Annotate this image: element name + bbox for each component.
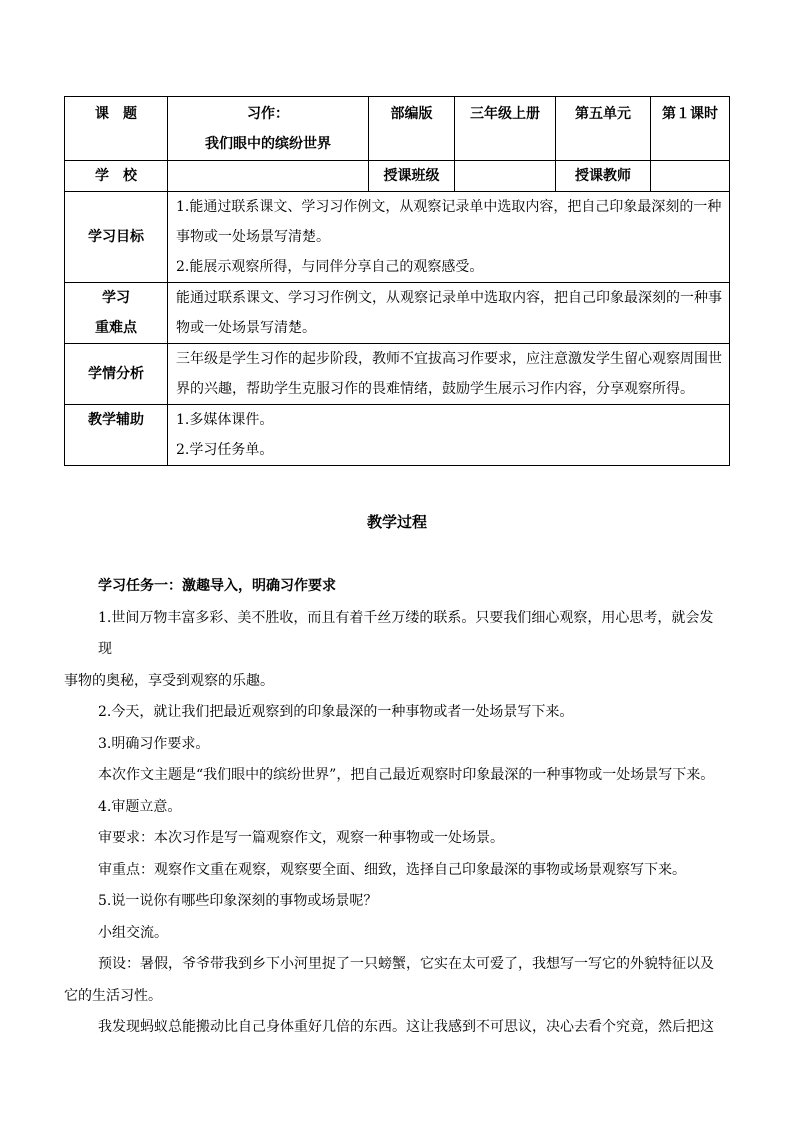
process-line-3: 2.今天，就让我们把最近观察到的印象最深的一种事物或者一处场景写下来。 bbox=[98, 704, 574, 720]
aids-content bbox=[168, 405, 730, 466]
analysis-line-2: 界的兴趣，帮助学生克服习作的畏难情绪，鼓励学生展示习作内容，分享观察所得。 bbox=[176, 381, 694, 397]
lesson-info-table bbox=[64, 96, 730, 466]
key-points-content bbox=[168, 283, 730, 344]
table-row-topic bbox=[65, 97, 730, 161]
topic-title-line2: 我们眼中的缤纷世界 bbox=[205, 136, 331, 152]
school-value bbox=[168, 161, 369, 192]
goals-line-1: 1.能通过联系课文、学习习作例文，从观察记录单中选取内容，把自己印象最深刻的一种 bbox=[176, 199, 722, 215]
goals-line-2: 事物或一处场景写清楚。 bbox=[176, 229, 330, 245]
teacher-label: 授课教师 bbox=[556, 161, 651, 192]
topic-title-line1: 习作： bbox=[247, 106, 289, 122]
table-row-goals bbox=[65, 192, 730, 283]
key-points-line-2: 物或一处场景写清楚。 bbox=[176, 320, 316, 336]
process-line-12: 它的生活习性。 bbox=[64, 987, 162, 1004]
table-row-school bbox=[65, 161, 730, 192]
process-line-5: 本次作文主题是“我们眼中的缤纷世界”，把自己最近观察时印象最深的一种事物或一处场景写下来。 bbox=[98, 767, 715, 783]
key-points-label-line1: 学习 bbox=[102, 290, 130, 306]
process-line-4: 3.明确习作要求。 bbox=[98, 735, 210, 752]
goals-content bbox=[168, 192, 730, 283]
aids-line-2: 2.学习任务单。 bbox=[176, 442, 274, 458]
topic-title bbox=[168, 97, 369, 161]
process-line-1: 1.世间万物丰富多彩、美不胜收，而且有着千丝万缕的联系。只要我们细心观察，用心思考，就会发现 bbox=[98, 609, 714, 657]
analysis-label: 学情分析 bbox=[65, 344, 168, 405]
task-title: 学习任务一：激趣导入，明确习作要求 bbox=[98, 578, 336, 594]
grade-cell: 三年级上册 bbox=[455, 97, 556, 161]
process-line-13: 我发现蚂蚁总能搬动比自己身体重好几倍的东西。这让我感到不可思议，决心去看个究竟，然后把这 bbox=[98, 1019, 714, 1035]
topic-label: 课 题 bbox=[65, 97, 168, 161]
process-line-9: 5.说一说你有哪些印象深刻的事物或场景呢？ bbox=[98, 893, 378, 909]
process-line-10: 小组交流。 bbox=[98, 924, 168, 941]
unit-cell: 第五单元 bbox=[556, 97, 651, 161]
aids-line-1: 1.多媒体课件。 bbox=[176, 412, 274, 428]
process-line-8: 审重点：观察作文重在观察，观察要全面、细致，选择自己印象最深的事物或场景观察写下来。 bbox=[98, 861, 686, 878]
table-row-key-points bbox=[65, 283, 730, 344]
analysis-line-1: 三年级是学生习作的起步阶段，教师不宜拔高习作要求，应注意激发学生留心观察周围世 bbox=[176, 351, 722, 367]
process-content bbox=[64, 571, 726, 1044]
goals-label: 学习目标 bbox=[65, 192, 168, 283]
class-label: 授课班级 bbox=[369, 161, 455, 192]
process-line-6: 4.审题立意。 bbox=[98, 798, 182, 815]
goals-line-3: 2.能展示观察所得，与同伴分享自己的观察感受。 bbox=[176, 259, 484, 275]
key-points-line-1: 能通过联系课文、学习习作例文，从观察记录单中选取内容，把自己印象最深刻的一种事 bbox=[176, 290, 722, 306]
lesson-cell: 第１课时 bbox=[651, 97, 730, 161]
analysis-content bbox=[168, 344, 730, 405]
table-row-aids bbox=[65, 405, 730, 466]
teacher-value bbox=[651, 161, 730, 192]
process-line-11: 预设：暑假，爷爷带我到乡下小河里捉了一只螃蟹，它实在太可爱了，我想写一写它的外貌特征以及 bbox=[98, 956, 714, 972]
edition-cell: 部编版 bbox=[369, 97, 455, 161]
table-row-analysis bbox=[65, 344, 730, 405]
process-title: 教学过程 bbox=[366, 513, 427, 531]
key-points-label-line2: 重难点 bbox=[95, 320, 137, 336]
process-line-7: 审要求：本次习作是写一篇观察作文，观察一种事物或一处场景。 bbox=[98, 830, 504, 846]
process-line-2: 事物的奥秘，享受到观察的乐趣。 bbox=[64, 672, 274, 689]
class-value bbox=[455, 161, 556, 192]
aids-label: 教学辅助 bbox=[65, 405, 168, 466]
school-label: 学 校 bbox=[65, 161, 168, 192]
key-points-label bbox=[65, 283, 168, 344]
